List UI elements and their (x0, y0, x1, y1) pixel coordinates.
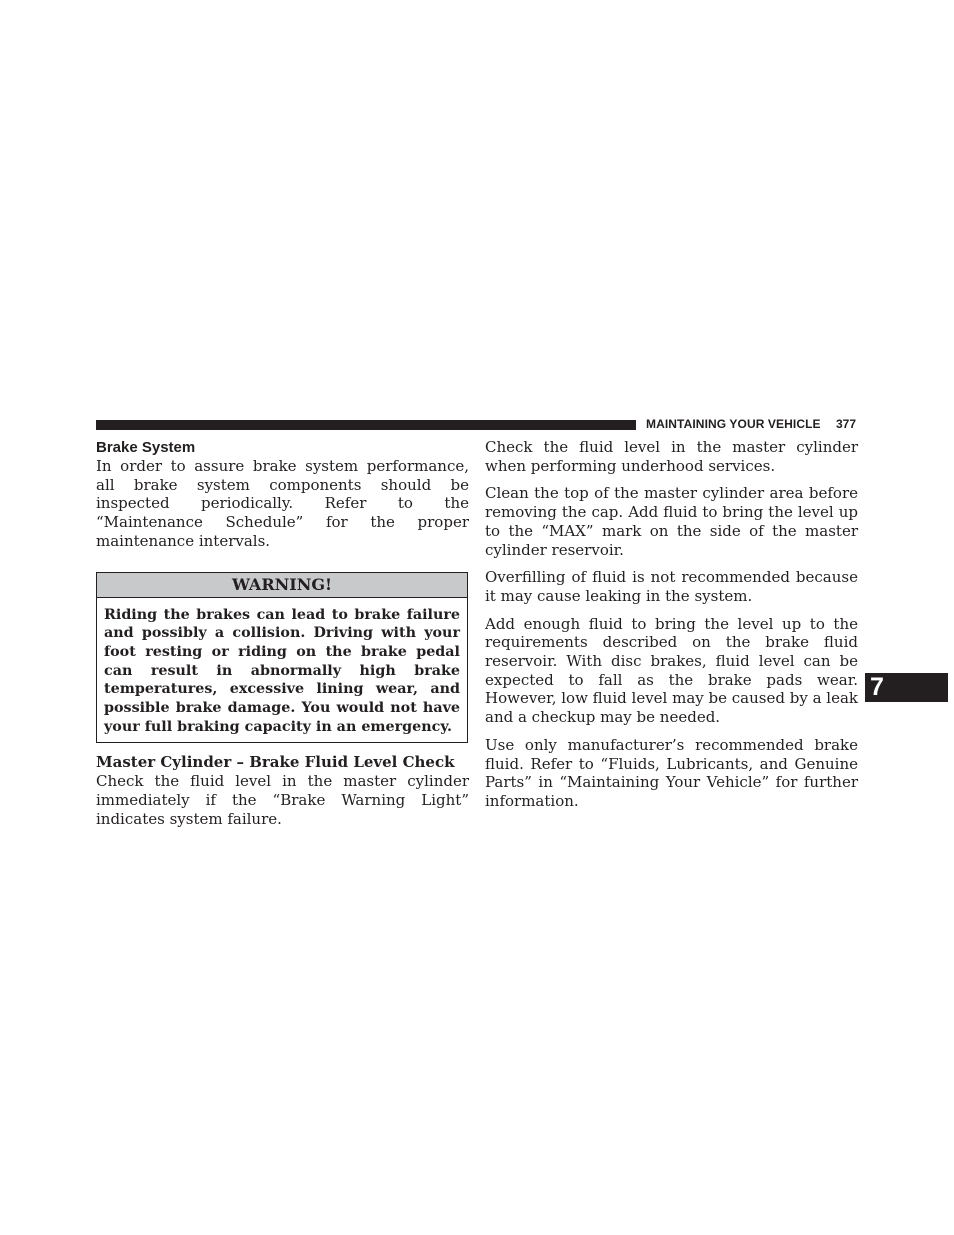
paragraph: Add enough fluid to bring the level up to the requirements described on the brake fluid reservoir. With disc brakes, fluid level can be expected to fall as the brake pads wear. However, low fluid level may be caused by a leak and a checkup may be needed. (485, 614, 858, 727)
paragraph: Check the fluid level in the master cylinder when performing underhood services. (485, 438, 858, 475)
brake-system-intro: In order to assure brake system performance, all brake system components should be inspected periodically. Refer to the “Maintenance Schedule” for the proper maintenance intervals. (96, 457, 469, 550)
left-column (96, 438, 469, 829)
subheading-master-cylinder: Master Cylinder – Brake Fluid Level Check (96, 753, 455, 772)
paragraph: Overfilling of fluid is not recommended because it may cause leaking in the system. (485, 568, 858, 605)
right-column (485, 438, 858, 820)
paragraph: Use only manufacturer’s recommended brake fluid. Refer to “Fluids, Lubricants, and Genuine Parts” in “Maintaining Your Vehicle” for further information. (485, 735, 858, 810)
section-heading-brake-system: Brake System (96, 439, 196, 456)
chapter-tab-number: 7 (870, 673, 884, 701)
running-header-section: MAINTAINING YOUR VEHICLE (646, 417, 821, 431)
paragraph: Clean the top of the master cylinder area before removing the cap. Add fluid to bring the level up to the “MAX” mark on the side of the master cylinder reservoir. (485, 484, 858, 559)
warning-body: Riding the brakes can lead to brake failure and possibly a collision. Driving with your foot resting or riding on the brake pedal can result in abnormally high brake temperatures, excessive lining wear, and possible brake damage. You would not have your full braking capacity in an emergency. (104, 606, 460, 735)
warning-box (96, 572, 468, 744)
warning-title: WARNING! (97, 573, 467, 598)
master-cylinder-text: Check the fluid level in the master cylinder immediately if the “Brake Warning Light” indicates system failure. (96, 772, 469, 828)
header-rule (96, 420, 636, 430)
page-number: 377 (836, 417, 857, 431)
